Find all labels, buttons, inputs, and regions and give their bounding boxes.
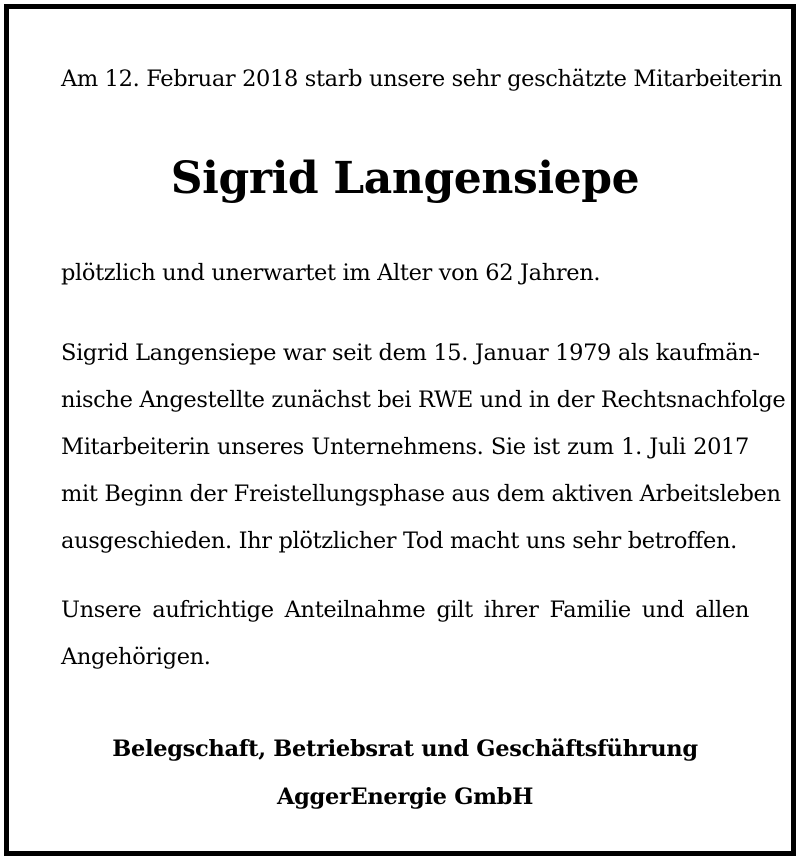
company-name: AggerEnergie GmbH <box>276 784 534 810</box>
sympathy-line-1: Unsere aufrichtige Anteilnahme gilt ihrer Familie und allen <box>61 597 749 623</box>
sympathy-line-2: Angehörigen. <box>61 644 211 670</box>
bio-line-2: nische Angestellte zunächst bei RWE und in der Rechtsnachfolge <box>61 387 786 413</box>
signature-line-1: Belegschaft, Betriebsrat und Geschäftsführung <box>112 736 698 762</box>
bio-line-4: mit Beginn der Freistellungsphase aus dem aktiven Arbeitsleben <box>61 481 781 507</box>
deceased-name: Sigrid Langensiepe <box>170 153 640 204</box>
biography-paragraph <box>61 330 786 565</box>
age-paragraph <box>61 250 749 297</box>
bio-line-1: Sigrid Langensiepe war seit dem 15. Januar 1979 als kaufmän- <box>61 340 760 366</box>
age-line: plötzlich und unerwartet im Alter von 62 Jahren. <box>61 260 601 286</box>
bio-line-5: ausgeschieden. Ihr plötzlicher Tod macht uns sehr betroffen. <box>61 528 737 554</box>
intro-line: Am 12. Februar 2018 starb unsere sehr geschätzte Mitarbeiterin <box>61 66 783 92</box>
obituary-notice <box>4 4 796 856</box>
sympathy-paragraph <box>61 587 749 681</box>
bio-line-3: Mitarbeiterin unseres Unternehmens. Sie ist zum 1. Juli 2017 <box>61 434 749 460</box>
